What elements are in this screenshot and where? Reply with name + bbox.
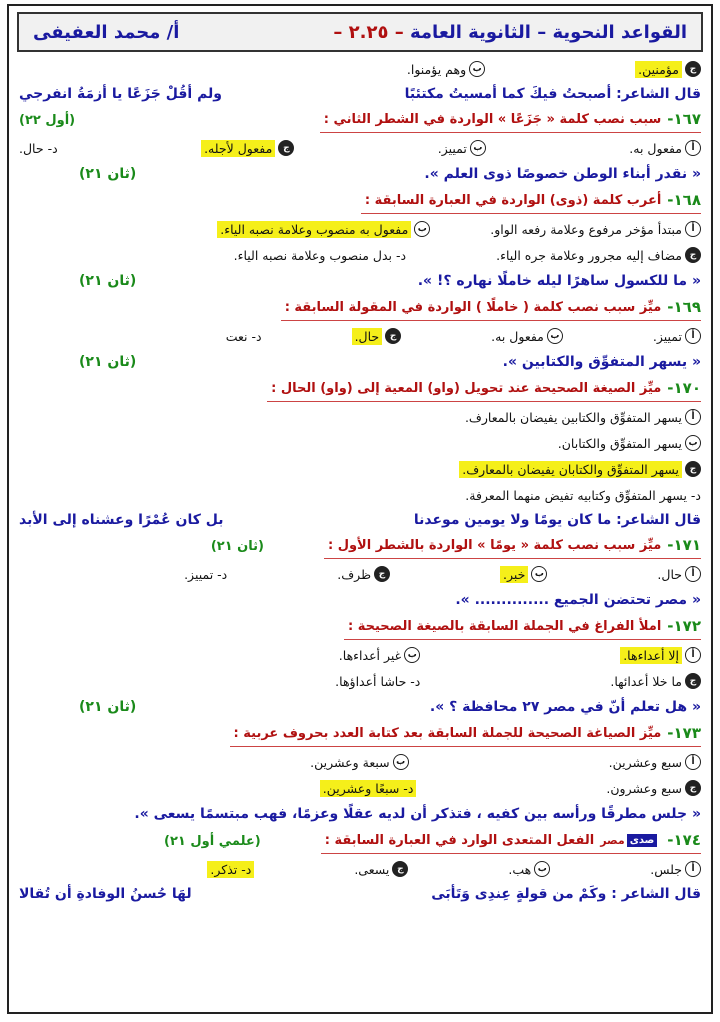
option-a[interactable]: أ مبتدأ مؤخر مرفوع وعلامة رفعه الواو. — [490, 221, 701, 237]
sentence-172: « مصر تحتضن الجميع .............. ». — [455, 592, 701, 608]
option-d[interactable]: د- تذكر. — [207, 861, 254, 878]
options-173-row2 — [19, 775, 701, 801]
option-d[interactable]: د- حال. — [19, 140, 58, 156]
question-170: ١٧٠- ميِّز الصيغة الصحيحة عند تحويل (واو) المعية إلى (واو) الحال : — [267, 375, 701, 402]
sentence-174: « جلس مطرقًا ورأسه بين كفيه ، فتذكر أن لديه عقلًا وعزمًا، فهب مبتسمًا يسعى ». — [134, 806, 701, 822]
option-a[interactable]: أ إلا أعداءها. — [620, 647, 701, 664]
option-c[interactable]: ج ما خلا أعدائها. — [610, 673, 701, 689]
option-b[interactable]: ب مفعول به. — [491, 328, 563, 344]
header-subject: القواعد النحوية – — [537, 21, 687, 43]
sentence-173: « هل تعلم أنّ في مصر ٢٧ محافظة ؟ ». (ثان ٢١) — [79, 699, 701, 715]
option-d[interactable]: ب وهم يؤمنوا. — [407, 61, 485, 77]
options-171 — [19, 561, 701, 587]
option-a[interactable]: أ يسهر المتفوِّق والكتابين يفيضان بالمعارف. — [19, 404, 701, 430]
question-167: ١٦٧- سبب نصب كلمة « جَزَعًا » الواردة في الشطر الثاني : — [320, 106, 701, 133]
worksheet-page — [7, 4, 713, 1014]
options-174 — [19, 856, 701, 882]
options-168-row2 — [19, 242, 701, 268]
option-c[interactable]: ج مفعول لأجله. — [201, 140, 294, 157]
option-a[interactable]: أ مفعول به. — [629, 140, 701, 156]
header-year: – ٢.٢٥ – — [333, 21, 404, 43]
verse-3: قال الشاعر : وكَمْ من قولةٍ عِندِى وَتَأبَى لهَا حُسنُ الوفادةِ أن تُقالا — [19, 886, 701, 902]
question-171: ١٧١- ميِّز سبب نصب كلمة « يومًا » الواردة بالشطر الأول : — [324, 532, 701, 559]
question-173: ١٧٣- ميِّز الصياغة الصحيحة للجملة السابقة بعد كتابة العدد بحروف عربية : — [230, 720, 701, 747]
question-169: ١٦٩- ميِّز سبب نصب كلمة ( خاملًا ) الواردة في المقولة السابقة : — [281, 294, 701, 321]
verse-1: قال الشاعر: أصبحتُ فيكَ كما أمسيتُ مكتئبًا ولم أقُلْ جَزَعًا يا أزمَةُ انفرجي — [19, 86, 701, 102]
option-b[interactable]: ب هب. — [508, 861, 550, 877]
options-169 — [19, 323, 701, 349]
sentence-169: « ما للكسول ساهرًا ليله خاملًا نهاره ؟! ». (ثان ٢١) — [79, 273, 701, 289]
option-c[interactable]: ج سبع وعشرون. — [606, 780, 701, 796]
option-d[interactable]: د- حاشا أعداؤها. — [335, 673, 421, 689]
options-168-row1 — [19, 216, 701, 242]
option-d[interactable]: د- يسهر المتفوِّق وكتابيه تفيض منهما المعرفة. — [465, 487, 701, 503]
prev-options — [19, 56, 701, 82]
option-a[interactable]: أ تمييز. — [653, 328, 701, 344]
watermark-logo: صدى مصر — [600, 834, 657, 847]
options-172-row2 — [19, 668, 701, 694]
sentence-168: « نقدر أبناء الوطن خصوصًا ذوى العلم ». (ثان ٢١) — [79, 166, 701, 182]
options-167 — [19, 135, 701, 161]
sentence-170: « يسهر المتفوِّق والكتابين ». (ثان ٢١) — [79, 354, 701, 370]
option-c[interactable]: ج مضاف إليه مجرور وعلامة جره الياء. — [496, 247, 701, 263]
question-tag: (ثان ٢١) — [210, 539, 264, 554]
verse-2: قال الشاعر: ما كان يومًا ولا يومين موعدنا بل كان عُمْرًا وعشناه إلى الأبد — [19, 512, 701, 528]
option-d[interactable]: د- تمييز. — [184, 566, 228, 582]
question-tag: (علمي أول ٢١) — [164, 834, 261, 849]
option-b[interactable]: ب غير أعداءها. — [339, 647, 420, 663]
options-173-row1 — [19, 749, 701, 775]
option-b[interactable]: ب سبعة وعشرين. — [310, 754, 408, 770]
option-b[interactable]: ب يسهر المتفوِّق والكتابان. — [19, 430, 701, 456]
header-grade: الثانوية العامة — [410, 21, 531, 43]
option-j[interactable]: ج مؤمنين. — [635, 61, 701, 78]
option-b[interactable]: ب خبر. — [500, 566, 547, 583]
question-174: ١٧٤- صدى مصر الفعل المتعدى الوارد في العبارة السابقة : — [321, 827, 701, 854]
option-c[interactable]: ج يسعى. — [354, 861, 408, 877]
options-172-row1 — [19, 642, 701, 668]
header-author: أ/ محمد العفيفى — [33, 21, 180, 43]
option-d[interactable]: د- نعت — [225, 328, 262, 344]
option-c[interactable]: ج ظرف. — [337, 566, 390, 582]
option-a[interactable]: أ حال. — [657, 566, 701, 582]
header-title — [333, 22, 687, 43]
option-a[interactable]: أ سبع وعشرين. — [609, 754, 701, 770]
option-b[interactable]: ب تمييز. — [438, 140, 486, 156]
option-b[interactable]: ب مفعول به منصوب وعلامة نصبه الياء. — [217, 221, 430, 238]
option-d[interactable]: د- بدل منصوب وعلامة نصبه الياء. — [233, 247, 407, 263]
option-d[interactable]: د- سبعًا وعشرين. — [320, 780, 417, 797]
question-168: ١٦٨- أعرب كلمة (ذوى) الواردة في العبارة السابقة : — [361, 187, 701, 214]
question-tag: (أول ٢٢) — [19, 113, 76, 128]
question-172: ١٧٢- املأ الفراغ في الجملة السابقة بالصيغة الصحيحة : — [344, 613, 701, 640]
page-header — [17, 12, 703, 52]
option-a[interactable]: أ جلس. — [650, 861, 701, 877]
option-c[interactable]: ج يسهر المتفوِّق والكتابان يفيضان بالمعارف. — [19, 456, 701, 482]
option-c[interactable]: ج حال. — [352, 328, 402, 345]
